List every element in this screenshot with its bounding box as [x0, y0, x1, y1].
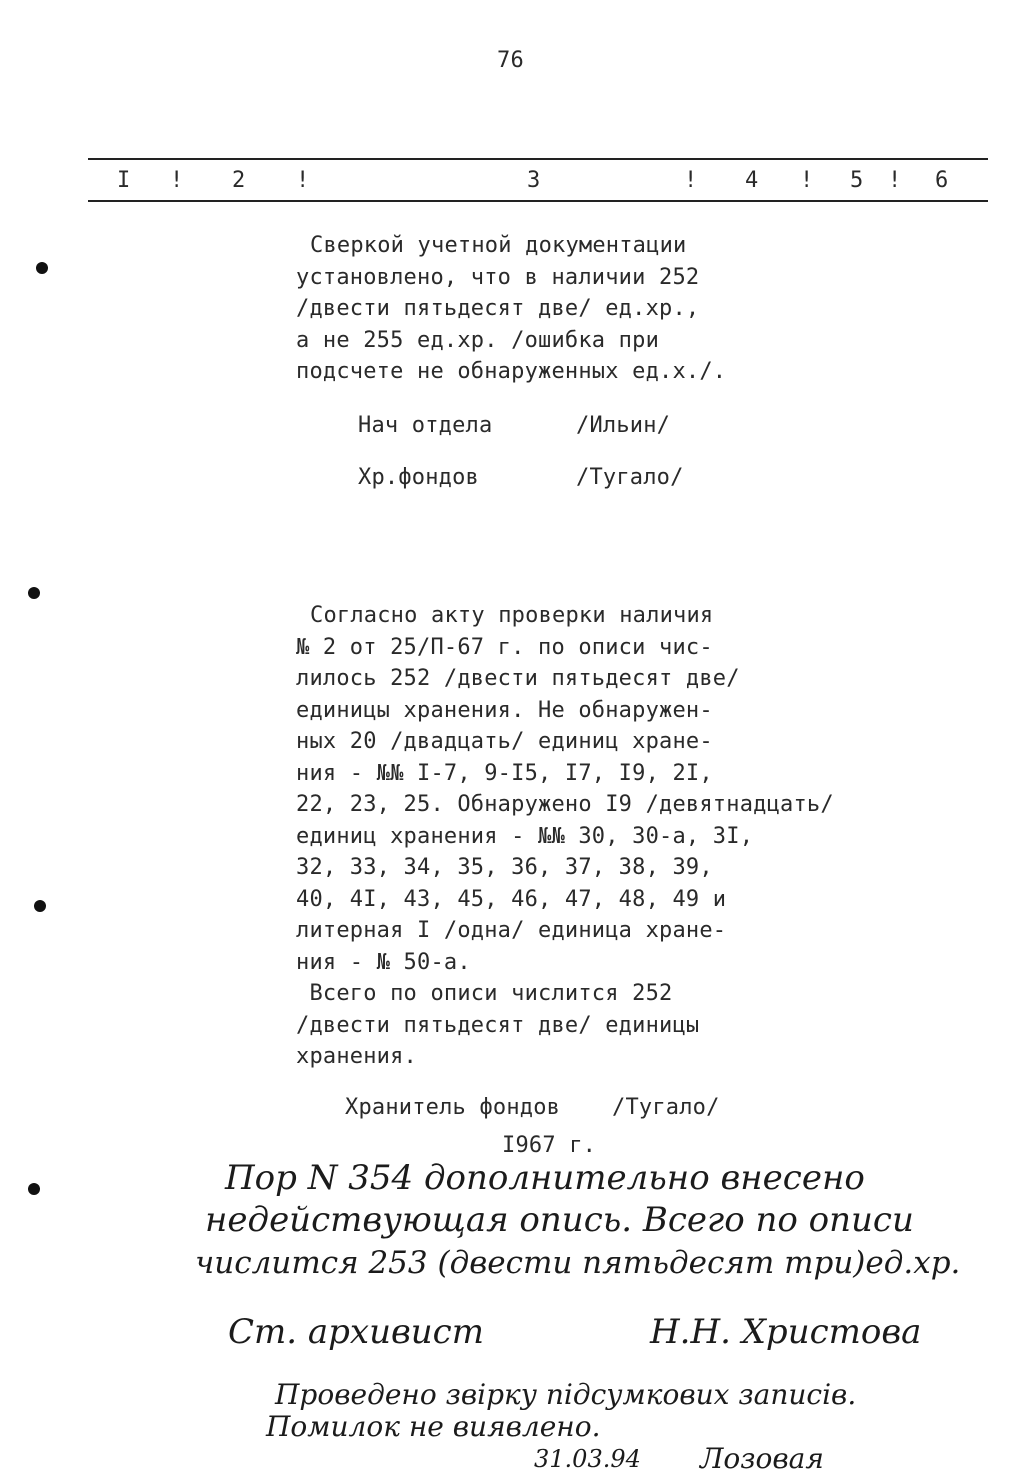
text-line: установлено, что в наличии 252 [296, 264, 700, 290]
handwritten-signature-name: Н.Н. Христова [650, 1312, 922, 1352]
page-number: 76 [497, 48, 524, 73]
text-line: 32, 33, 34, 35, 36, 37, 38, 39, [296, 855, 713, 880]
binder-hole [34, 900, 46, 912]
header-separator: ! [684, 168, 698, 193]
text-line: 40, 4I, 43, 45, 46, 47, 48, 49 и [296, 886, 727, 912]
text-line: литерная I /одна/ единица хране- [296, 918, 727, 943]
text-line: Сверкой учетной документации [310, 233, 687, 258]
signature-name: /Ильин/ [576, 413, 671, 438]
text-line: 22, 23, 25. Обнаружено I9 /девятнадцать/ [296, 792, 834, 817]
text-line: /двести пятьдесят две/ единицы [296, 1012, 700, 1038]
document-year: I967 г. [502, 1133, 597, 1158]
header-col-1: I [117, 168, 131, 193]
reconciliation-note [296, 230, 726, 388]
text-line: ных 20 /двадцать/ единиц хране- [296, 729, 713, 754]
signature-role: Хранитель фондов [345, 1095, 561, 1120]
text-line: Согласно акту проверки наличия [310, 603, 714, 628]
text-line: ния - № 50-а. [296, 949, 471, 975]
handwritten-ukr-line: Проведено звірку підсумкових записів. [275, 1378, 857, 1411]
text-line: единиц хранения - №№ 30, 30-а, 3I, [296, 823, 754, 849]
header-col-4: 4 [745, 168, 759, 193]
header-separator: ! [296, 168, 310, 193]
header-separator: ! [800, 168, 814, 193]
binder-hole [36, 262, 48, 274]
header-col-3: 3 [527, 168, 541, 193]
text-line: хранения. [296, 1044, 418, 1069]
text-line: ния - №№ I-7, 9-I5, I7, I9, 2I, [296, 760, 713, 786]
header-top-rule [88, 158, 988, 160]
signature-role: Хр.фондов [358, 465, 480, 490]
header-col-5: 5 [850, 168, 864, 193]
handwritten-line: числится 253 (двести пятьдесят три)ед.хр. [195, 1245, 961, 1281]
signature-role: Нач отдела [358, 413, 493, 438]
handwritten-signature-role: Ст. архивист [228, 1312, 484, 1352]
signature-name: /Тугало/ [576, 465, 684, 490]
text-line: а не 255 ед.хр. /ошибка при [296, 327, 660, 353]
text-line: единицы хранения. Не обнаружен- [296, 697, 713, 723]
header-col-2: 2 [232, 168, 246, 193]
handwritten-date: 31.03.94 [534, 1445, 641, 1473]
signature-name: /Тугало/ [612, 1095, 720, 1120]
handwritten-ukr-line: Помилок не виявлено. [266, 1410, 601, 1443]
text-line: подсчете не обнаруженных ед.х./. [296, 359, 727, 384]
handwritten-line: Пор N 354 дополнительно внесено [225, 1158, 865, 1198]
binder-hole [28, 1183, 40, 1195]
binder-hole [28, 587, 40, 599]
inspection-act-note [296, 600, 834, 1073]
header-separator: ! [170, 168, 184, 193]
text-line: № 2 от 25/П-67 г. по описи чис- [296, 634, 713, 660]
handwritten-line: недействующая опись. Всего по описи [205, 1200, 914, 1240]
text-line: /двести пятьдесят две/ ед.хр., [296, 296, 700, 321]
header-separator: ! [888, 168, 902, 193]
header-col-6: 6 [935, 168, 949, 193]
text-line: лилось 252 /двести пятьдесят две/ [296, 666, 740, 691]
header-bottom-rule [88, 200, 988, 202]
handwritten-final-signature: Лозовая [700, 1442, 824, 1475]
text-line: Всего по описи числится 252 [296, 981, 673, 1006]
